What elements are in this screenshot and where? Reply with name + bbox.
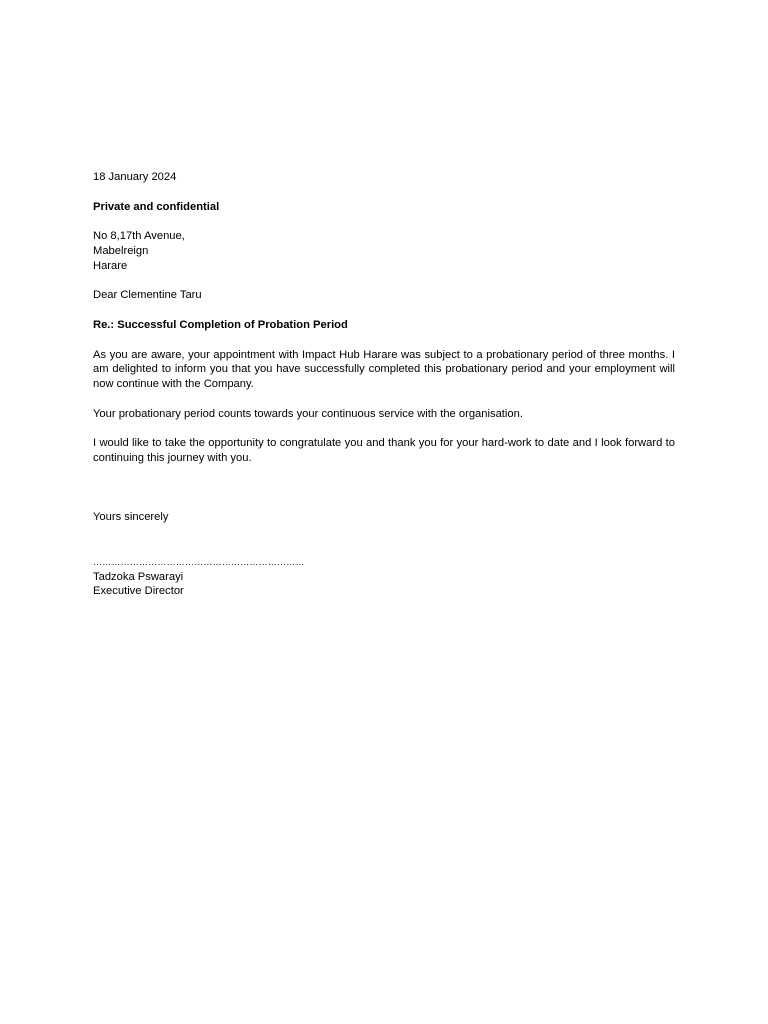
paragraph-2: Your probationary period counts towards your continuous service with the organisation. [93,407,523,420]
signature-line: …………………………………………………………… [93,556,305,567]
closing: Yours sincerely [93,511,169,524]
letter-body [93,170,675,599]
letter-date: 18 January 2024 [93,171,177,183]
salutation: Dear Clementine Taru [93,289,202,302]
address-line-1: No 8,17th Avenue, [93,230,185,243]
confidential-marking: Private and confidential [93,200,220,213]
recipient-address [93,229,675,273]
paragraph-3: I would like to take the opportunity to congratulate you and thank you for your hard-work to date and I look forward to continuing this journey with you. [93,437,675,465]
signatory-name: Tadzoka Pswarayi [93,570,184,583]
address-line-3: Harare [93,259,128,272]
signatory-title: Executive Director [93,585,184,598]
subject-line: Re.: Successful Completion of Probation Period [93,318,348,331]
paragraph-1: As you are aware, your appointment with Impact Hub Harare was subject to a probationary period of three months. I am delighted to inform you that you have successfully completed this probationary period and your employment will now continue with the Company. [93,348,675,391]
address-line-2: Mabelreign [93,244,149,257]
